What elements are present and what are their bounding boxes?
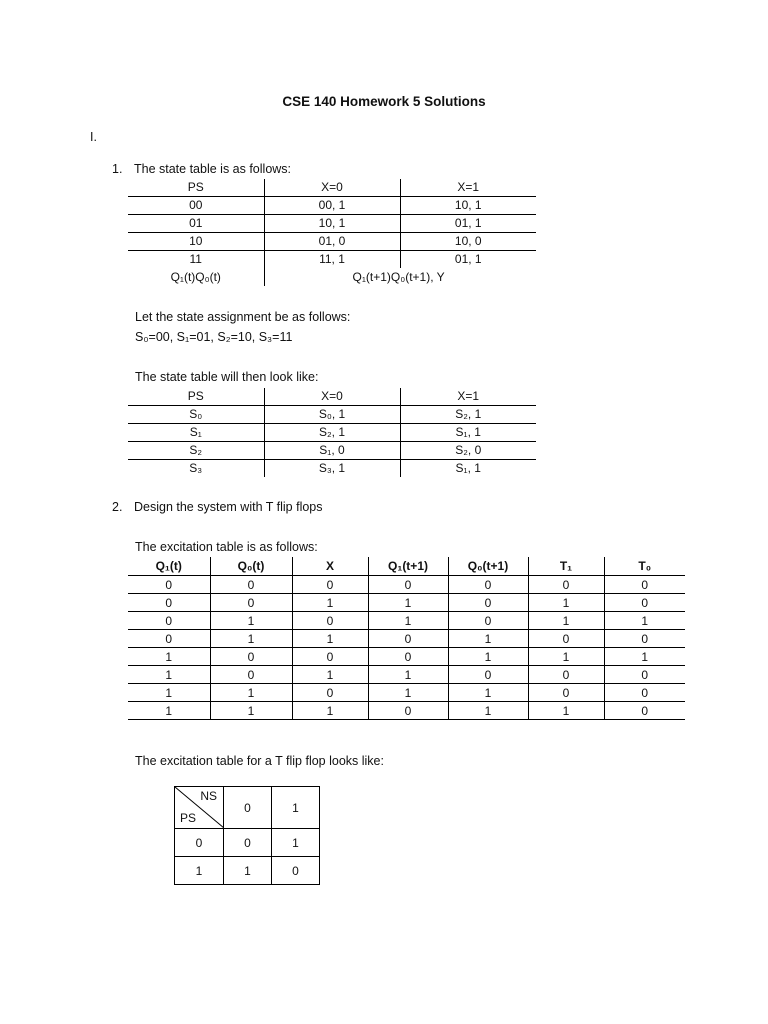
table-row [128,576,685,594]
table-row [128,442,536,460]
tff-ns-label: NS [200,789,217,803]
table-cell: 0 [368,630,448,648]
table-cell: 1 [528,594,604,612]
table-cell: 0 [292,648,368,666]
table-cell: 0 [210,666,292,684]
state-table [128,179,536,286]
tff-ps-label: PS [180,811,197,825]
table-cell: 0 [604,702,685,720]
table-row [128,648,685,666]
table-cell: S₂, 0 [400,442,536,460]
table-cell: 0 [292,612,368,630]
page-title: CSE 140 Homework 5 Solutions [282,94,486,109]
item-2 [112,500,323,514]
state-table2-header-row [128,388,536,406]
table-row [128,424,536,442]
table-cell: 0 [368,648,448,666]
state-table-footer-row [128,268,536,286]
table-cell: S₁, 1 [400,460,536,478]
table-cell: 1 [128,702,210,720]
state-table-header-row [128,179,536,197]
table-row [128,684,685,702]
table-cell: 1 [368,612,448,630]
table-cell: 0 [292,576,368,594]
table-cell: 0 [368,576,448,594]
tff-col-header: 0 [224,787,272,829]
state-table-footer-ns: Q₁(t+1)Q₀(t+1), Y [264,268,536,286]
table-cell: 10, 1 [264,215,400,233]
table-cell: 0 [128,594,210,612]
table-row [128,460,536,478]
table-cell: 0 [604,594,685,612]
table-row [128,215,536,233]
table-cell: 0 [448,576,528,594]
table-cell: S₂ [128,442,264,460]
table-cell: 1 [368,684,448,702]
table-cell: 11, 1 [264,251,400,269]
table-cell: S₂, 1 [400,406,536,424]
table-row [128,630,685,648]
assignment-intro: Let the state assignment be as follows: [135,310,351,324]
table-cell: 1 [528,702,604,720]
table-cell: 0 [604,684,685,702]
excitation-header-q1next: Q₁(t+1) [368,557,448,576]
table-cell: 01, 0 [264,233,400,251]
table-row [175,829,320,857]
table-cell: 1 [604,612,685,630]
table-cell: S₂, 1 [264,424,400,442]
table-cell: 0 [604,630,685,648]
excitation-header-t1: T₁ [528,557,604,576]
table-row [128,612,685,630]
table-cell: 0 [224,829,272,857]
table-cell: 1 [272,829,320,857]
table-cell: 0 [210,594,292,612]
table-row [128,197,536,215]
tff-header-row [175,787,320,829]
table-cell: 0 [128,630,210,648]
table-cell: 0 [210,648,292,666]
excitation-header-q0t: Q₀(t) [210,557,292,576]
excitation-table [128,557,685,720]
table-cell: 01 [128,215,264,233]
table-cell: 0 [604,666,685,684]
table-cell: 0 [528,576,604,594]
item-1-number: 1. [112,162,123,176]
table-cell: 1 [128,666,210,684]
state-table-header-x0: X=0 [264,179,400,197]
section-label: I. [90,130,97,144]
table-cell: 1 [292,702,368,720]
table-cell: 0 [448,666,528,684]
assignment-list: S₀=00, S₁=01, S₂=10, S₃=11 [135,330,293,344]
table-cell: S₀, 1 [264,406,400,424]
table-cell: 1 [528,648,604,666]
state-table2-intro: The state table will then look like: [135,370,319,384]
table-cell: 1 [292,594,368,612]
tff-corner-diagonal [175,787,223,828]
table-cell: 10 [128,233,264,251]
table-cell: 0 [292,684,368,702]
tff-intro: The excitation table for a T flip flop looks like: [135,754,384,768]
table-cell: 0 [528,630,604,648]
table-cell: 0 [448,594,528,612]
table-cell: 1 [368,594,448,612]
table-cell: 01, 1 [400,251,536,269]
table-cell: 0 [210,576,292,594]
table-cell: 01, 1 [400,215,536,233]
state-table2-header-x1: X=1 [400,388,536,406]
table-cell: 10, 1 [400,197,536,215]
table-cell: 1 [210,684,292,702]
excitation-header-row [128,557,685,576]
table-cell: 0 [448,612,528,630]
table-cell: 1 [210,612,292,630]
tff-corner-cell [175,787,224,829]
state-table2-header-ps: PS [128,388,264,406]
table-cell: 1 [292,630,368,648]
table-cell: 1 [604,648,685,666]
table-cell: 1 [528,612,604,630]
table-cell: 0 [368,702,448,720]
state-table2-header-x0: X=0 [264,388,400,406]
table-cell: S₃ [189,461,203,475]
table-cell: 00 [128,197,264,215]
table-cell: 00, 1 [264,197,400,215]
table-cell: 1 [210,630,292,648]
item-2-number: 2. [112,500,123,514]
table-cell: S₀ [128,406,264,424]
state-table-footer-ps: Q₁(t)Q₀(t) [170,269,221,284]
table-cell: 1 [368,666,448,684]
excitation-intro: The excitation table is as follows: [135,540,318,554]
table-cell: 1 [448,684,528,702]
tff-col-header: 1 [272,787,320,829]
table-cell: 1 [448,702,528,720]
table-row [128,594,685,612]
t-flip-flop-table [174,786,320,885]
table-cell: 1 [128,648,210,666]
table-cell: 11 [189,252,202,266]
table-row [128,233,536,251]
table-row [128,251,536,269]
excitation-header-x: X [292,557,368,576]
table-cell: 0 [272,857,320,885]
table-cell: 0 [604,576,685,594]
table-cell: 1 [224,857,272,885]
table-cell: S₁, 0 [264,442,400,460]
state-table-header-x1: X=1 [400,179,536,197]
state-table-header-ps: PS [128,179,264,197]
table-cell: 1 [448,648,528,666]
tff-row-header: 0 [175,829,224,857]
tff-row-header: 1 [175,857,224,885]
excitation-header-q1t: Q₁(t) [128,557,210,576]
table-cell: 0 [128,576,210,594]
table-cell: 1 [448,630,528,648]
table-cell: 1 [128,684,210,702]
table-cell: 0 [528,666,604,684]
table-cell: 1 [292,666,368,684]
table-row [128,666,685,684]
table-cell: 0 [128,612,210,630]
table-cell: 10, 0 [400,233,536,251]
item-1-text: The state table is as follows: [134,162,292,176]
item-1 [112,162,291,176]
table-cell: S₁, 1 [400,424,536,442]
table-cell: 0 [528,684,604,702]
table-cell: S₃, 1 [264,460,400,478]
state-table-2 [128,388,536,477]
table-cell: S₁ [128,424,264,442]
table-cell: 1 [210,702,292,720]
table-row [175,857,320,885]
excitation-header-t0: T₀ [604,557,685,576]
table-row [128,406,536,424]
item-2-text: Design the system with T flip flops [134,500,323,514]
table-row [128,702,685,720]
excitation-header-q0next: Q₀(t+1) [448,557,528,576]
